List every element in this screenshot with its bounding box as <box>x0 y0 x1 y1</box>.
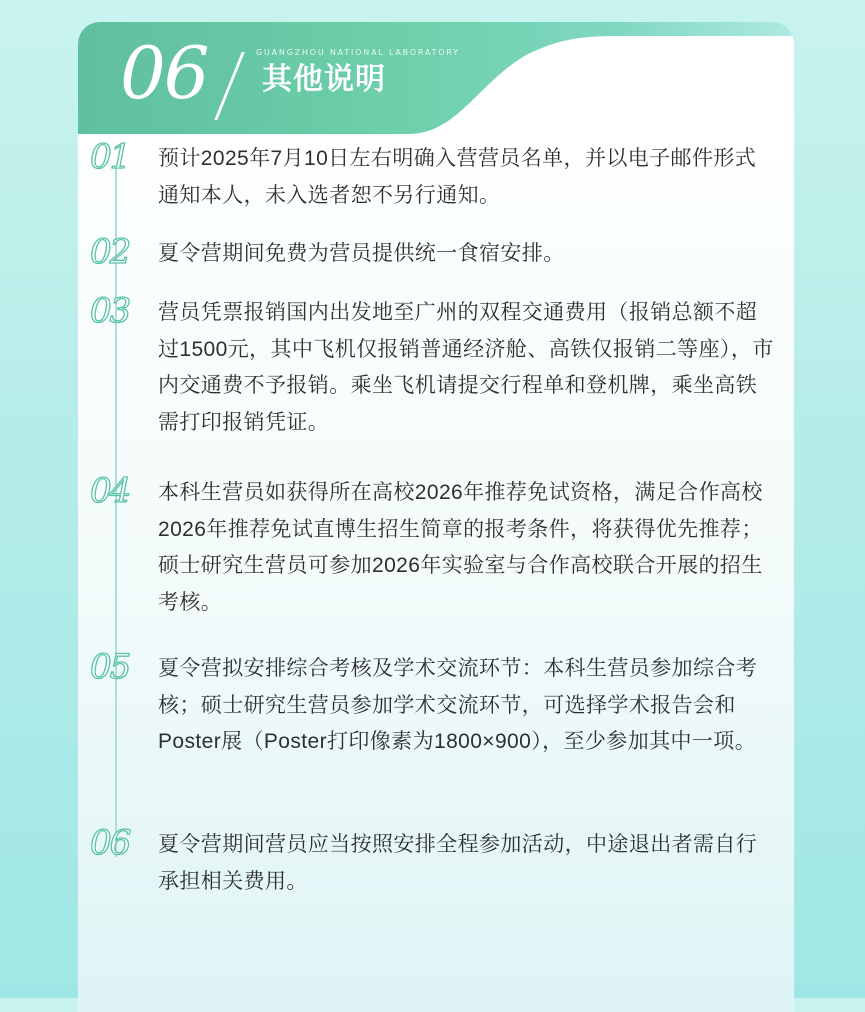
item-number: 01 <box>90 137 130 177</box>
item-number: 03 <box>90 291 130 331</box>
item-text: 夏令营拟安排综合考核及学术交流环节：本科生营员参加综合考核；硕士研究生营员参加学术交流环节，可选择学术报告会和Poster展（Poster打印像素为1800×900），至少参加其中一项。 <box>158 657 758 753</box>
item-number: 06 <box>90 823 130 863</box>
section-title: 其他说明 <box>262 63 386 96</box>
item-text: 预计2025年7月10日左右明确入营营员名单，并以电子邮件形式通知本人，未入选者恕不另行通知。 <box>158 147 757 207</box>
item-number: 04 <box>90 471 130 511</box>
section-number: 06 <box>120 31 208 115</box>
lab-name: GUANGZHOU NATIONAL LABORATORY <box>256 48 460 57</box>
item-text: 本科生营员如获得所在高校2026年推荐免试资格，满足合作高校2026年推荐免试直博生招生简章的报考条件，将获得优先推荐；硕士研究生营员可参加2026年实验室与合作高校联合开展的招生考核。 <box>158 481 763 614</box>
item-number: 05 <box>90 647 130 687</box>
item-number: 02 <box>90 232 130 272</box>
info-card <box>78 22 794 1012</box>
item-text: 夏令营期间营员应当按照安排全程参加活动，中途退出者需自行承担相关费用。 <box>158 833 758 893</box>
item-text: 营员凭票报销国内出发地至广州的双程交通费用（报销总额不超过1500元，其中飞机仅报销普通经济舱、高铁仅报销二等座），市内交通费不予报销。乘坐飞机请提交行程单和登机牌，乘坐高铁需打印报销凭证。 <box>158 301 774 434</box>
item-text: 夏令营期间免费为营员提供统一食宿安排。 <box>158 242 565 265</box>
